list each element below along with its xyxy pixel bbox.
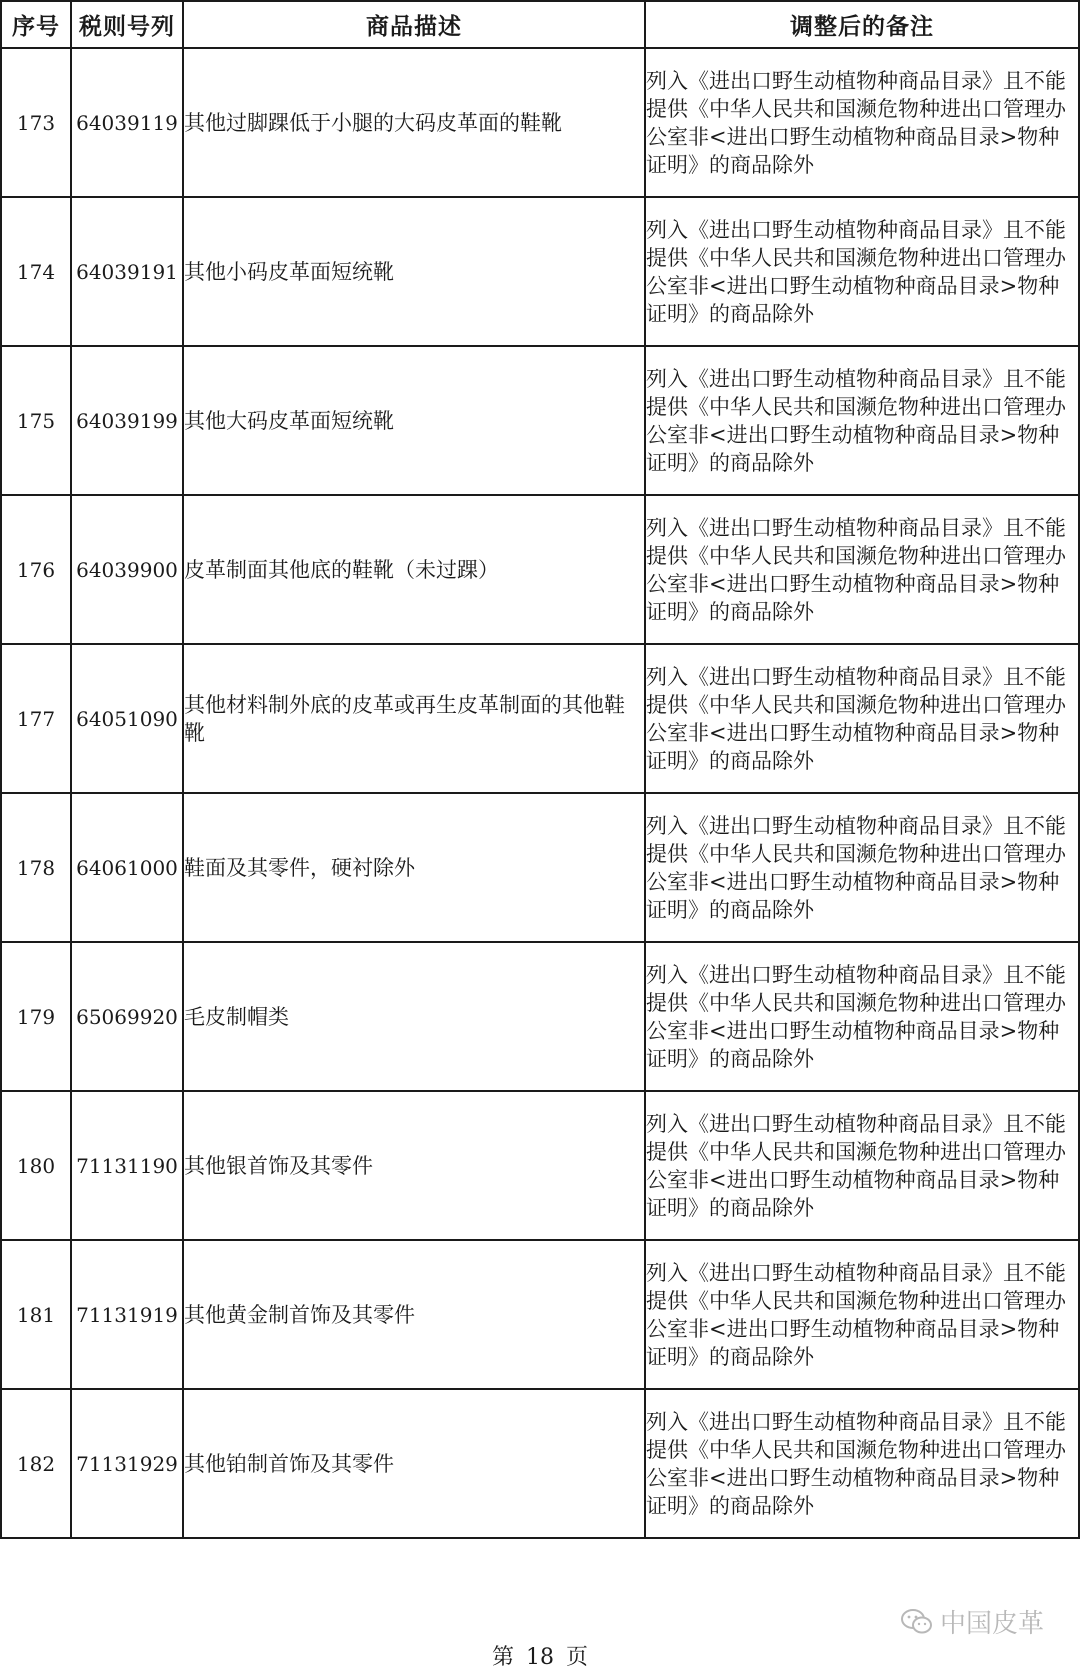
row-note: 列入《进出口野生动植物种商品目录》且不能提供《中华人民共和国濒危物种进出口管理办公室非<进出口野生动植物种商品目录>物种证明》的商品除外: [645, 1240, 1079, 1389]
row-desc: 毛皮制帽类: [183, 942, 645, 1091]
row-code: 71131929: [71, 1389, 183, 1538]
table-header-row: [1, 1, 1079, 48]
row-desc: 其他材料制外底的皮革或再生皮革制面的其他鞋靴: [183, 644, 645, 793]
row-code: 71131919: [71, 1240, 183, 1389]
row-desc: 其他大码皮革面短统靴: [183, 346, 645, 495]
row-desc: 其他黄金制首饰及其零件: [183, 1240, 645, 1389]
row-desc: 其他小码皮革面短统靴: [183, 197, 645, 346]
page-footer: [0, 1640, 1080, 1671]
row-code: 65069920: [71, 942, 183, 1091]
row-seq: 181: [1, 1240, 71, 1389]
row-note: 列入《进出口野生动植物种商品目录》且不能提供《中华人民共和国濒危物种进出口管理办公室非<进出口野生动植物种商品目录>物种证明》的商品除外: [645, 197, 1079, 346]
table-row: [1, 793, 1079, 942]
table-row: [1, 1240, 1079, 1389]
row-note: 列入《进出口野生动植物种商品目录》且不能提供《中华人民共和国濒危物种进出口管理办公室非<进出口野生动植物种商品目录>物种证明》的商品除外: [645, 495, 1079, 644]
row-desc: 其他过脚踝低于小腿的大码皮革面的鞋靴: [183, 48, 645, 197]
footer-suffix: 页: [566, 1645, 589, 1670]
row-seq: 174: [1, 197, 71, 346]
row-desc: 皮革制面其他底的鞋靴（未过踝）: [183, 495, 645, 644]
page-number: 18: [526, 1645, 554, 1670]
table-row: [1, 1091, 1079, 1240]
table-row: [1, 644, 1079, 793]
row-seq: 175: [1, 346, 71, 495]
table-row: [1, 197, 1079, 346]
row-seq: 178: [1, 793, 71, 942]
header-desc: 商品描述: [183, 1, 645, 48]
table-row: [1, 942, 1079, 1091]
row-seq: 173: [1, 48, 71, 197]
table-row: [1, 346, 1079, 495]
row-code: 64051090: [71, 644, 183, 793]
row-note: 列入《进出口野生动植物种商品目录》且不能提供《中华人民共和国濒危物种进出口管理办公室非<进出口野生动植物种商品目录>物种证明》的商品除外: [645, 1091, 1079, 1240]
row-desc: 其他银首饰及其零件: [183, 1091, 645, 1240]
row-code: 64039191: [71, 197, 183, 346]
row-note: 列入《进出口野生动植物种商品目录》且不能提供《中华人民共和国濒危物种进出口管理办公室非<进出口野生动植物种商品目录>物种证明》的商品除外: [645, 644, 1079, 793]
header-seq: 序号: [1, 1, 71, 48]
footer-prefix: 第: [491, 1645, 514, 1670]
row-note: 列入《进出口野生动植物种商品目录》且不能提供《中华人民共和国濒危物种进出口管理办公室非<进出口野生动植物种商品目录>物种证明》的商品除外: [645, 942, 1079, 1091]
row-seq: 176: [1, 495, 71, 644]
table-row: [1, 495, 1079, 644]
row-seq: 180: [1, 1091, 71, 1240]
row-note: 列入《进出口野生动植物种商品目录》且不能提供《中华人民共和国濒危物种进出口管理办公室非<进出口野生动植物种商品目录>物种证明》的商品除外: [645, 48, 1079, 197]
row-note: 列入《进出口野生动植物种商品目录》且不能提供《中华人民共和国濒危物种进出口管理办公室非<进出口野生动植物种商品目录>物种证明》的商品除外: [645, 1389, 1079, 1538]
row-code: 64039900: [71, 495, 183, 644]
row-desc: 鞋面及其零件，硬衬除外: [183, 793, 645, 942]
row-note: 列入《进出口野生动植物种商品目录》且不能提供《中华人民共和国濒危物种进出口管理办公室非<进出口野生动植物种商品目录>物种证明》的商品除外: [645, 793, 1079, 942]
row-code: 64039199: [71, 346, 183, 495]
row-desc: 其他铂制首饰及其零件: [183, 1389, 645, 1538]
row-code: 64061000: [71, 793, 183, 942]
row-code: 71131190: [71, 1091, 183, 1240]
table-row: [1, 48, 1079, 197]
row-seq: 182: [1, 1389, 71, 1538]
row-code: 64039119: [71, 48, 183, 197]
row-seq: 179: [1, 942, 71, 1091]
watermark-text: 中国皮革: [940, 1609, 1045, 1639]
row-note: 列入《进出口野生动植物种商品目录》且不能提供《中华人民共和国濒危物种进出口管理办公室非<进出口野生动植物种商品目录>物种证明》的商品除外: [645, 346, 1079, 495]
header-code: 税则号列: [71, 1, 183, 48]
table-row: [1, 1389, 1079, 1538]
watermark: [900, 1603, 1044, 1640]
header-note: 调整后的备注: [645, 1, 1079, 48]
row-seq: 177: [1, 644, 71, 793]
wechat-icon: [900, 1608, 934, 1636]
